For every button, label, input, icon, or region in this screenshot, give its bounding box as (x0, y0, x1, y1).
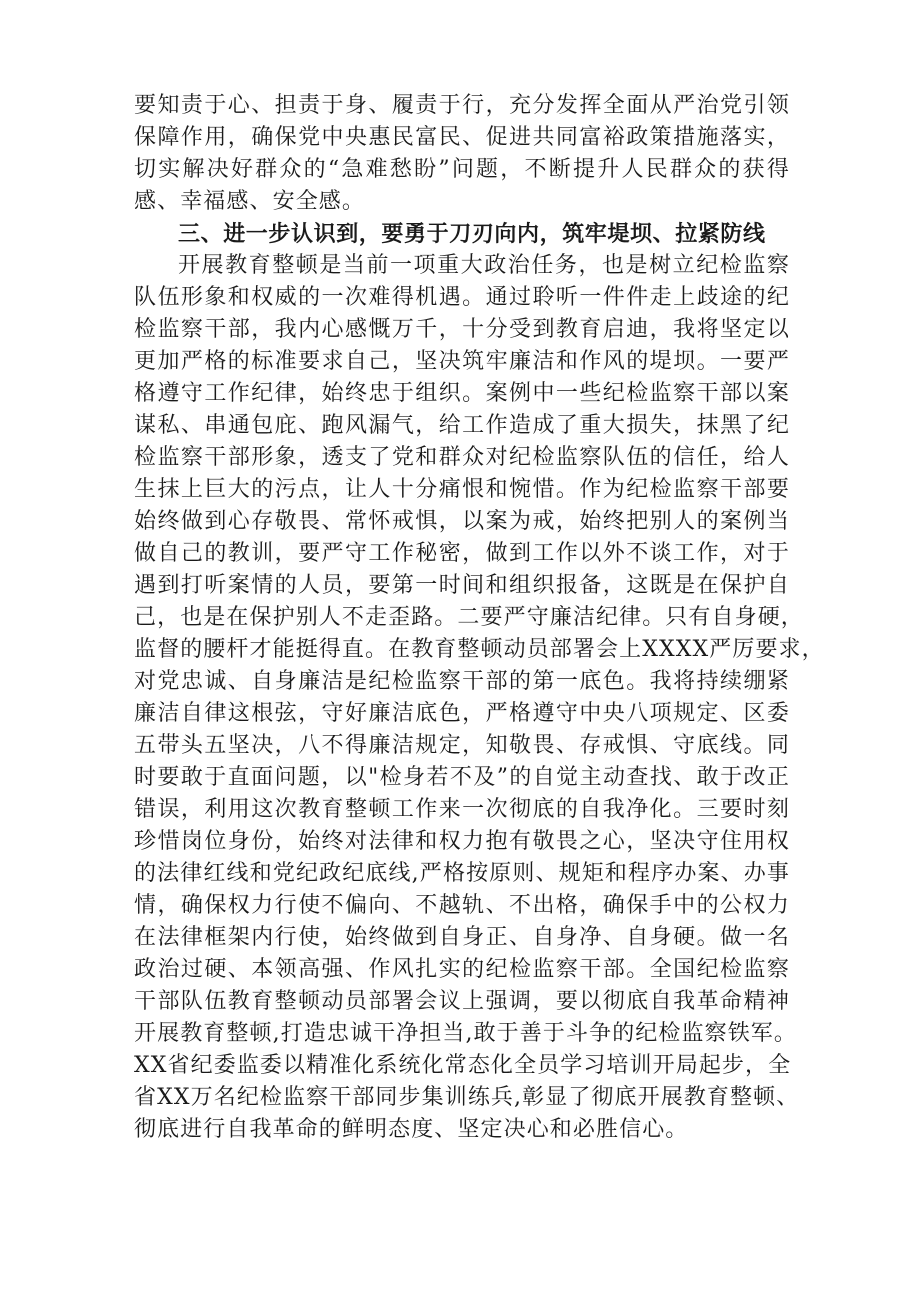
paragraph-line: 政治过硬、本领高强、作风扎实的纪检监察干部。全国纪检监察 (134, 957, 790, 982)
paragraph-line: 珍惜岗位身份，始终对法律和权力抱有敬畏之心，坚决守住用权 (134, 829, 790, 854)
paragraph-line: 保障作用，确保党中央惠民富民、促进共同富裕政策措施落实， (134, 125, 790, 150)
paragraph-line: 开展教育整顿是当前一项重大政治任务，也是树立纪检监察 (178, 253, 790, 278)
paragraph-line: 廉洁自律这根弦，守好廉洁底色，严格遵守中央八项规定、区委 (134, 701, 790, 726)
paragraph-line: 在法律框架内行使，始终做到自身正、自身净、自身硬。做一名 (134, 925, 790, 950)
paragraph-line: 始终做到心存敬畏、常怀戒惧，以案为戒，始终把别人的案例当 (134, 509, 790, 534)
paragraph-line: 要知责于心、担责于身、履责于行，充分发挥全面从严治党引领 (134, 93, 790, 118)
paragraph-line: 生抹上巨大的污点，让人十分痛恨和惋惜。作为纪检监察干部要 (134, 477, 790, 502)
paragraph-line: 检监察干部形象，透支了党和群众对纪检监察队伍的信任，给人 (134, 445, 790, 470)
paragraph-line: 格遵守工作纪律，始终忠于组织。案例中一些纪检监察干部以案 (134, 381, 790, 406)
paragraph-line: 的法律红线和党纪政纪底线,严格按原则、规矩和程序办案、办事 (134, 861, 790, 886)
paragraph-line: 情，确保权力行使不偏向、不越轨、不出格，确保手中的公权力 (134, 893, 790, 918)
paragraph-line: 监督的腰杆才能挺得直。在教育整顿动员部署会上XXXX严厉要求， (134, 637, 825, 662)
document-body (134, 90, 825, 1146)
paragraph-line: 更加严格的标准要求自己，坚决筑牢廉洁和作风的堤坝。一要严 (134, 349, 790, 374)
paragraph-line: 五带头五坚决，八不得廉洁规定，知敬畏、存戒惧、守底线。同 (134, 733, 790, 758)
paragraph-line: 感、幸福感、安全感。 (134, 189, 366, 214)
paragraph-line: 开展教育整顿,打造忠诚干净担当,敢于善于斗争的纪检监察铁军。 (134, 1021, 797, 1046)
paragraph-line: 彻底进行自我革命的鲜明态度、坚定决心和必胜信心。 (134, 1117, 689, 1142)
paragraph-line: 做自己的教训，要严守工作秘密，做到工作以外不谈工作，对于 (134, 541, 790, 566)
paragraph-line: 错误，利用这次教育整顿工作来一次彻底的自我净化。三要时刻 (134, 797, 790, 822)
paragraph-2 (134, 250, 825, 1146)
paragraph-line: 遇到打听案情的人员，要第一时间和组织报备，这既是在保护自 (134, 573, 790, 598)
paragraph-line: 队伍形象和权威的一次难得机遇。通过聆听一件件走上歧途的纪 (134, 285, 790, 310)
paragraph-line: 谋私、串通包庇、跑风漏气，给工作造成了重大损失，抹黑了纪 (134, 413, 790, 438)
paragraph-line: 己，也是在保护别人不走歪路。二要严守廉洁纪律。只有自身硬， (134, 605, 804, 630)
paragraph-line: 干部队伍教育整顿动员部署会议上强调，要以彻底自我革命精神 (134, 989, 790, 1014)
paragraph-line: XX省纪委监委以精准化系统化常态化全员学习培训开局起步，全 (134, 1053, 792, 1078)
section-heading: 三、进一步认识到，要勇于刀刃向内，筑牢堤坝、拉紧防线 (178, 221, 766, 247)
paragraph-line: 时要敢于直面问题，以"检身若不及”的自觉主动查找、敢于改正 (134, 765, 790, 790)
paragraph-line: 切实解决好群众的“急难愁盼”问题，不断提升人民群众的获得 (134, 157, 790, 182)
paragraph-line: 检监察干部，我内心感慨万千，十分受到教育启迪，我将坚定以 (134, 317, 790, 342)
paragraph-line: 省XX万名纪检监察干部同步集训练兵,彰显了彻底开展教育整顿、 (134, 1085, 800, 1110)
paragraph-line: 对党忠诚、自身廉洁是纪检监察干部的第一底色。我将持续绷紧 (134, 669, 790, 694)
paragraph-1 (134, 90, 790, 218)
